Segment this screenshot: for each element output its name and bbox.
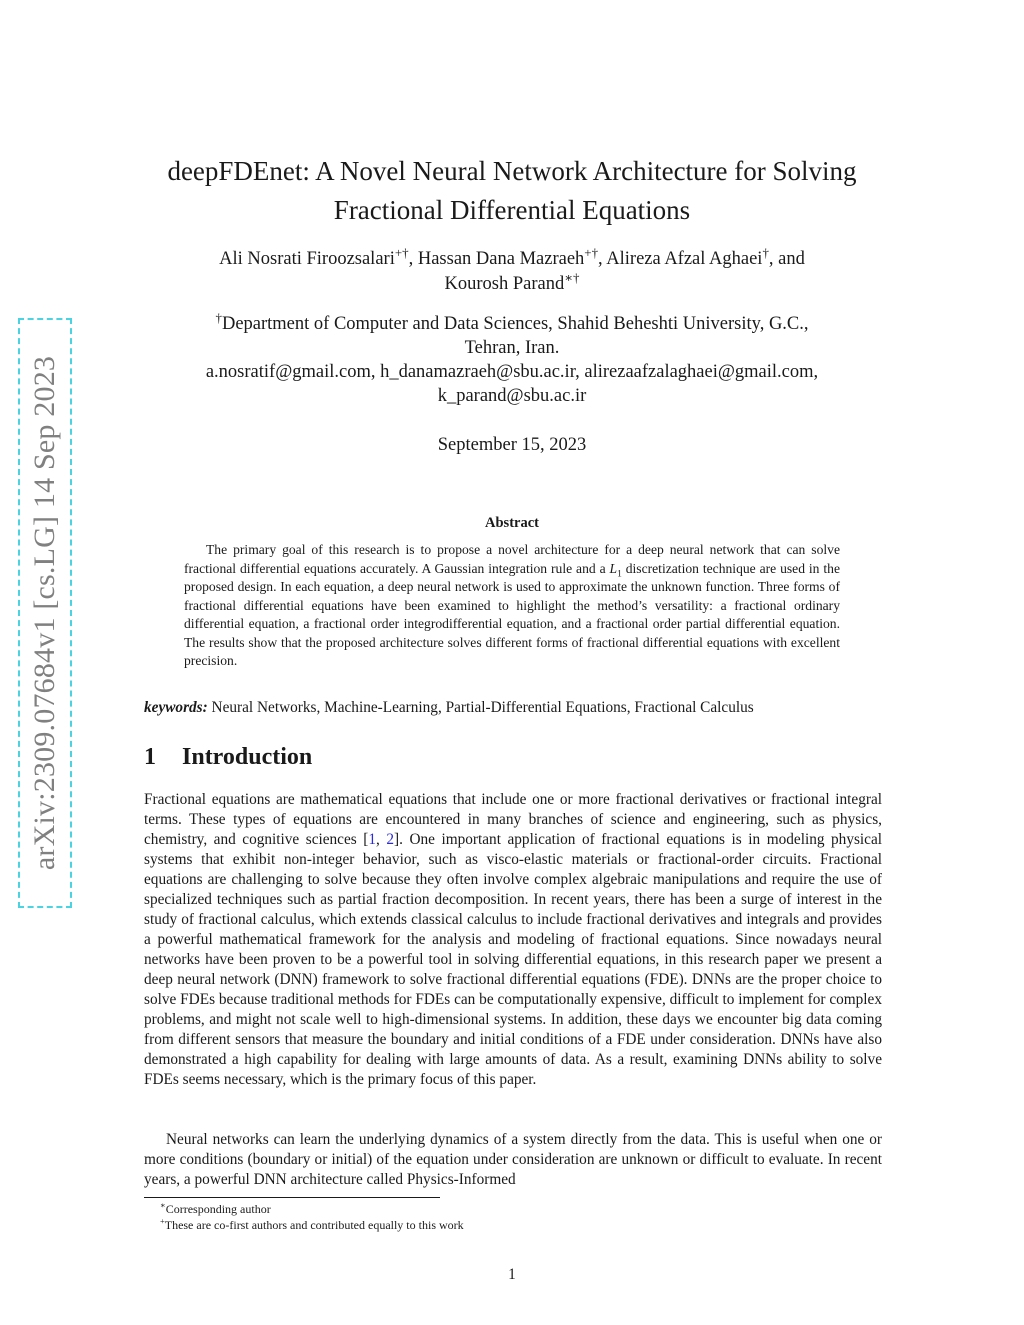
abstract-body — [184, 541, 840, 671]
author-separator: , — [598, 249, 607, 269]
email-line-1: a.nosratif@gmail.com, h_danamazraeh@sbu.ac.ir, alirezaafzalaghaei@gmail.com, — [205, 362, 819, 382]
footnote-mark: + — [160, 1216, 165, 1226]
author-list — [130, 244, 894, 297]
page-number: 1 — [508, 1266, 516, 1283]
author-marks: † — [762, 244, 769, 260]
citation-link[interactable]: 2 — [386, 831, 395, 848]
keywords-text: Neural Networks, Machine-Learning, Partial-Differential Equations, Fractional Calculus — [207, 699, 754, 716]
affiliation-mark: † — [215, 309, 222, 325]
author-marks: +† — [394, 244, 409, 260]
email-line-2: k_parand@sbu.ac.ir — [437, 386, 587, 406]
footnote-mark: ∗ — [160, 1201, 166, 1210]
author-marks: +† — [584, 244, 599, 260]
author-separator: , — [408, 249, 418, 269]
affiliation-line-2: Tehran, Iran. — [464, 338, 560, 358]
abstract-text-part-2: discretization technique are used in the proposed design. In each equation, a deep neural network is used to approximate the unknown function. Three forms of fractional differential equations have been examined to highlight the method’s versatility: a fractional ordinary differential equation, a fractional order integrodifferential equation, and a fractional order partial differential equation. The results show that the proposed architecture solves different forms of fractional differential equations with excellent precision. — [184, 560, 840, 668]
paragraph-text: Fractional equations are mathematical equations that include one or more fractional derivatives or fractional integral terms. These types of equations are encountered in many branches of science and engineering, such as physics, chemistry, and cognitive sciences [ — [144, 791, 882, 848]
author-name: Kourosh Parand — [444, 274, 565, 294]
affiliation-block — [130, 309, 894, 408]
paragraph-text: ]. One important application of fractional equations is in modeling physical systems that exhibit non-integer behavior, such as visco-elastic materials or fractional-order circuits. Fractional equations are challenging to solve because they often involve complex algebraic manipulations and require the use of specialized techniques such as partial fraction decomposition. In recent years, there has been a surge of interest in the study of fractional calculus, which extends classical calculus to include fractional derivatives and integrals and provides a powerful mathematical framework for the analysis and modeling of fractional equations. Since nowadays neural networks have been proven to be a powerful tool in solving differential equations, in this research paper we present a deep neural network (DNN) framework to solve fractional differential equations (FDE). DNNs are the proper choice to solve FDEs because traditional methods for FDEs can be computationally expensive, difficult to implement for complex problems, and might not scale well to high-dimensional systems. In addition, these days we encounter big data coming from different sensors that measure the boundary and initial conditions of a FDE under consideration. DNNs have also demonstrated a high capability for dealing with large amounts of data. As a result, examining DNNs ability to solve FDEs seems necessary, which is the primary focus of this paper. — [144, 831, 882, 1088]
paper-title — [130, 152, 894, 230]
section-heading — [144, 744, 312, 771]
author-name: Hassan Dana Mazraeh — [417, 249, 585, 269]
affiliation-line-1 — [130, 309, 894, 336]
title-line-2: Fractional Differential Equations — [333, 195, 691, 225]
citation-separator: , — [376, 831, 387, 848]
abstract-text-part-1: The primary goal of this research is to propose a novel architecture for a deep neural network that can solve fractional differential equations accurately. A Gaussian integration rule and a — [184, 542, 840, 576]
footnote-text: These are co-first authors and contributed equally to this work — [164, 1217, 464, 1232]
affiliation-text: Department of Computer and Data Sciences, Shahid Beheshti University, G.C., — [221, 314, 809, 334]
author-marks: ∗† — [564, 269, 580, 285]
footnotes — [160, 1202, 464, 1233]
footnote — [160, 1202, 464, 1218]
intro-paragraph-2: Neural networks can learn the underlying dynamics of a system directly from the data. This is useful when one or more conditions (boundary or initial) of the equation under consideration are unknown or difficult to evaluate. In recent years, a powerful DNN architecture called Physics-Informed — [144, 1131, 882, 1188]
citation-link[interactable]: 1 — [368, 831, 376, 848]
author-separator: , and — [768, 249, 805, 269]
math-symbol: L — [609, 560, 618, 576]
footnote-divider — [144, 1197, 440, 1198]
keywords-label: keywords: — [144, 699, 208, 716]
arxiv-identifier: arXiv:2309.07684v1 [cs.LG] 14 Sep 2023 — [28, 355, 61, 871]
abstract-heading: Abstract — [485, 515, 539, 531]
title-line-1: deepFDEnet: A Novel Neural Network Architecture for Solving — [167, 156, 857, 186]
publication-date: September 15, 2023 — [437, 435, 587, 455]
intro-paragraph-1 — [144, 790, 882, 1090]
section-title: Introduction — [182, 744, 313, 770]
author-name: Alireza Afzal Aghaei — [606, 249, 763, 269]
section-number: 1 — [144, 744, 156, 770]
footnote-text: Corresponding author — [165, 1202, 271, 1216]
keywords — [144, 698, 884, 718]
author-name: Ali Nosrati Firoozsalari — [219, 249, 395, 269]
math-subscript: 1 — [617, 569, 622, 580]
footnote — [160, 1218, 464, 1234]
arxiv-stamp — [18, 318, 72, 908]
